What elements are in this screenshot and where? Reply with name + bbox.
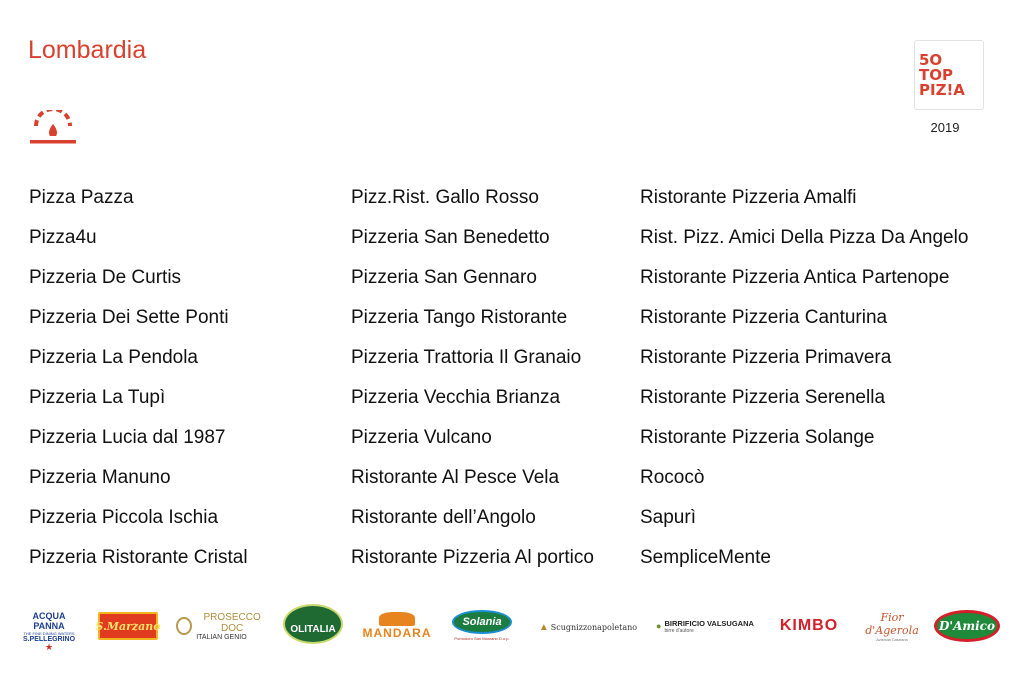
sponsor-bar [0,600,1024,660]
scugnizzo-napoletano-logo: ▲ Scugnizzonapoletano [538,621,638,633]
olitalia-logo: OLITALIA [283,604,343,644]
list-item: Pizzeria De Curtis [29,267,182,288]
list-item: Ristorante Al Pesce Vela [351,467,560,488]
list-item: Pizzeria San Benedetto [351,227,550,248]
list-item: Sapurì [640,507,696,528]
list-item: Ristorante Pizzeria Primavera [640,347,892,368]
list-item: SempliceMente [640,547,771,568]
list-item: Rist. Pizz. Amici Della Pizza Da Angelo [640,227,969,248]
list-item: Pizzeria Trattoria Il Granaio [351,347,582,368]
list-item: Pizzeria Manuno [29,467,171,488]
year-label: 2019 [930,120,960,135]
buffalo-icon [379,612,415,626]
list-item: Ristorante dell’Angolo [351,507,536,528]
list-item: Pizzeria La Tupì [29,387,166,408]
list-item: Pizzeria Vecchia Brianza [351,387,561,408]
list-item: Pizzeria La Pendola [29,347,198,368]
seal-icon [176,617,192,635]
prosecco-doc-logo: PROSECCO DOC ITALIAN GENIO [176,612,268,640]
list-item: Pizzeria Tango Ristorante [351,307,568,328]
damico-logo: D'Amico [934,610,1000,642]
list-item: Pizzeria Ristorante Cristal [29,547,248,568]
list-item: Rococò [640,467,705,488]
list-item: Pizzeria Lucia dal 1987 [29,427,226,448]
pizzeria-column-3 [640,184,968,584]
solania-logo: Solania Pomodoro San Marzano D.o.p. [449,604,515,646]
san-marzano-logo: S.Marzano [98,612,158,640]
list-item: Pizzeria Piccola Ischia [29,507,219,528]
pizza-slice-icon: ▲ [538,621,549,633]
list-item: Pizza Pazza [29,187,134,208]
mandara-logo: MANDARA [360,608,434,644]
list-item: Ristorante Pizzeria Amalfi [640,187,857,208]
pizzeria-column-1 [29,184,248,584]
list-item: Pizzeria Vulcano [351,427,492,448]
fior-dagerola-logo: Fior d'Agerola Azienda Casearia [865,610,919,642]
acqua-panna-logo: ACQUA PANNA THE FINE DINING WATERS S.PELLEGRINO ★ [22,610,76,652]
page-title: Lombardia [28,36,147,64]
list-item: Pizz.Rist. Gallo Rosso [351,187,539,208]
pizza-oven-icon [28,110,78,146]
list-item: Pizzeria San Gennaro [351,267,537,288]
kimbo-logo: KIMBO [779,617,839,634]
list-item: Ristorante Pizzeria Solange [640,427,875,448]
hop-icon: ● [656,621,662,631]
list-item: Pizzeria Dei Sette Ponti [29,307,229,328]
list-item: Ristorante Pizzeria Antica Partenope [640,267,950,288]
list-item: Pizza4u [29,227,97,248]
pizzeria-column-2 [351,184,594,584]
list-item: Ristorante Pizzeria Canturina [640,307,888,328]
list-item: Ristorante Pizzeria Serenella [640,387,886,408]
birrificio-valsugana-logo: ● BIRRIFICIO VALSUGANA birre d'autore [656,618,754,634]
50-top-pizza-logo: 5O TOP PIZ!A [914,40,984,110]
star-icon: ★ [44,641,54,652]
list-item: Ristorante Pizzeria Al portico [351,547,594,568]
